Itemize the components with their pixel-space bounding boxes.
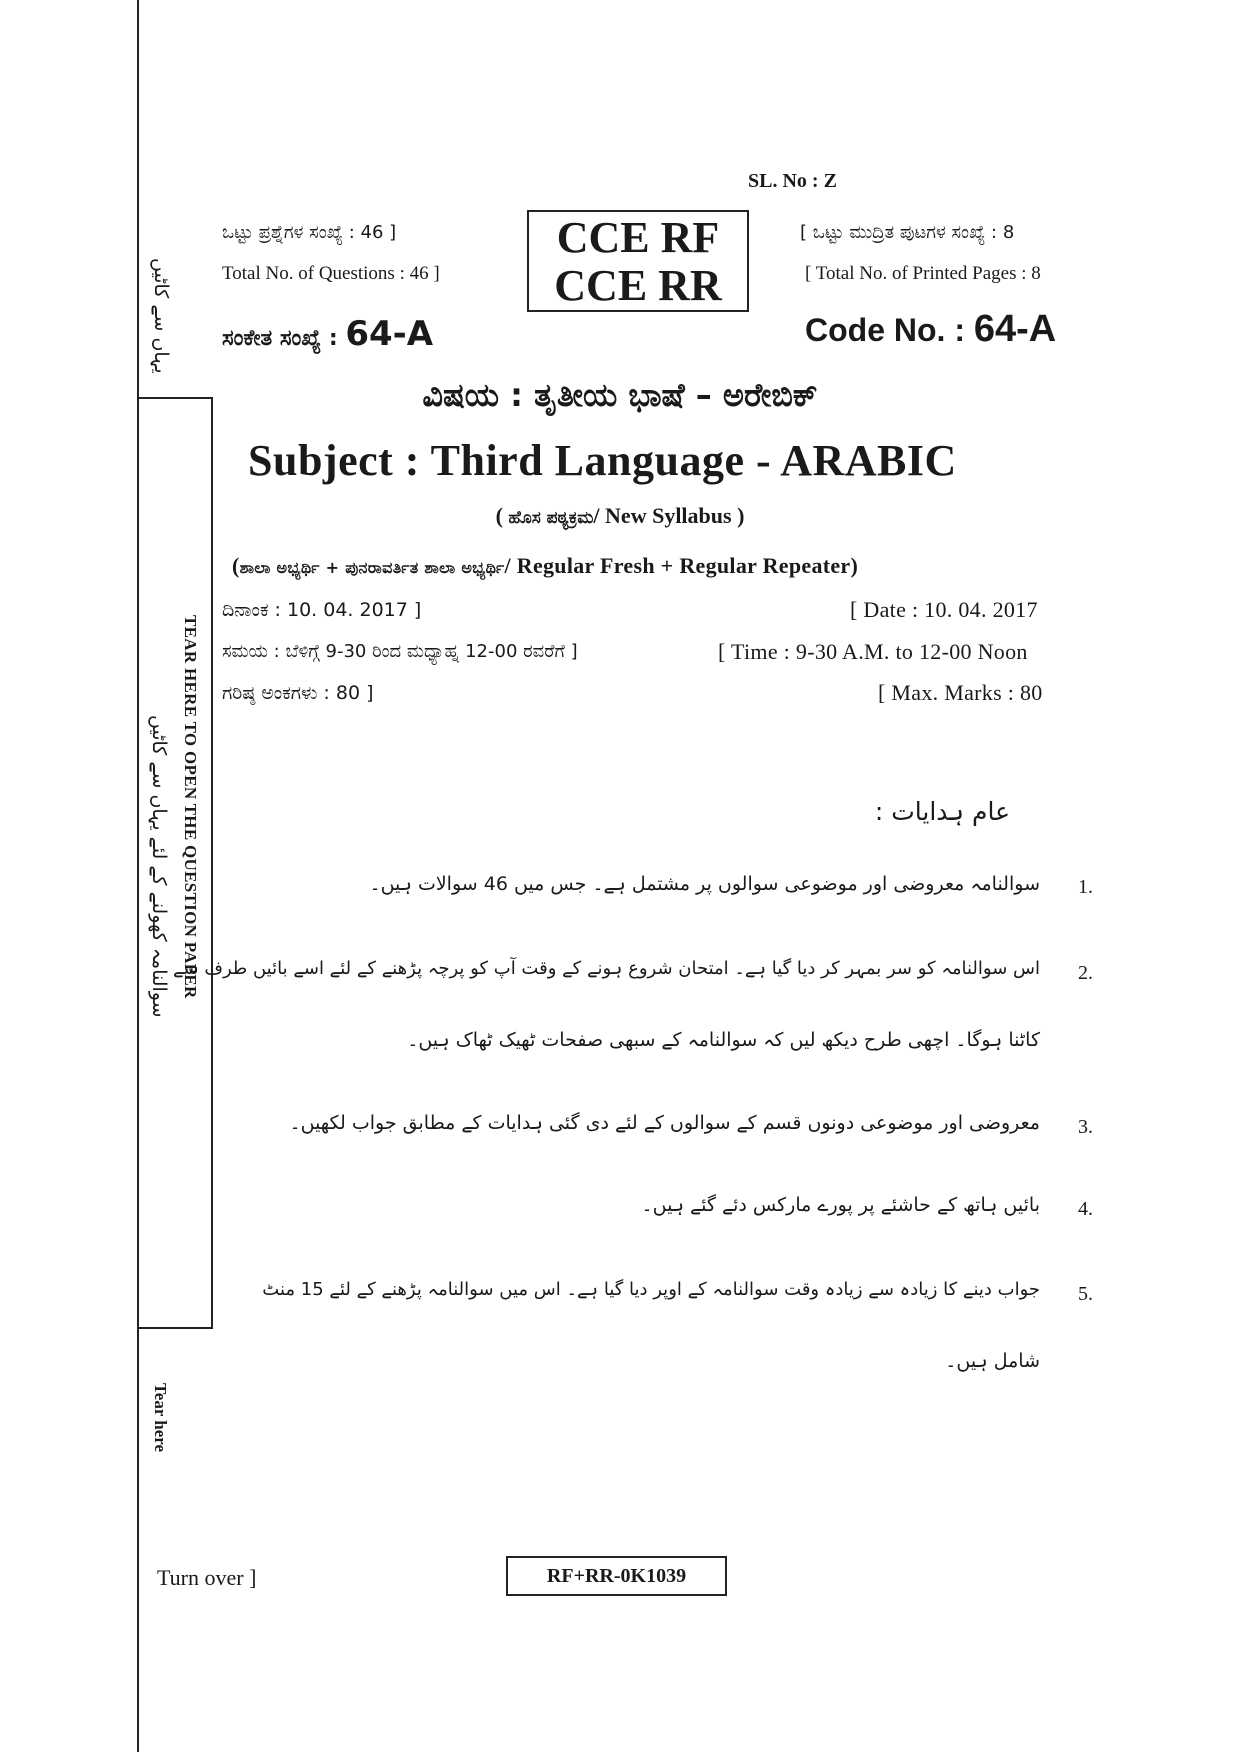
instruction-2-line-2: کاٹنا ہوگا۔ اچھی طرح دیکھ لیں کہ سوالنامہ کے سبھی صفحات ٹھیک ٹھاک ہیں۔ [407, 1029, 1040, 1051]
code-number-kannada [222, 314, 433, 354]
syllabus-kannada: ಹೊಸ ಪಠ್ಯಕ್ರಮ [508, 508, 594, 528]
exam-type-box [527, 210, 749, 312]
time-kannada: ಸಮಯ : ಬೆಳಿಗ್ಗೆ 9-30 ರಿಂದ ಮಧ್ಯಾಹ್ನ 12-00 ರವರೆಗೆ ] [222, 641, 578, 662]
candidate-english: Regular Fresh + Regular Repeater [516, 553, 851, 578]
tear-instruction-urdu: سوالنامہ کھولنے کے لئے یہاں سے کاٹیں [148, 715, 170, 1018]
marks-english: [ Max. Marks : 80 [878, 680, 1043, 705]
tear-instruction: TEAR HERE TO OPEN THE QUESTION PAPER [181, 615, 200, 999]
date-english: [ Date : 10. 04. 2017 [850, 597, 1038, 622]
code-value-english: 64-A [973, 308, 1057, 350]
paper-code: RF+RR-0K1039 [506, 1556, 727, 1596]
time-english: [ Time : 9-30 A.M. to 12-00 Noon [718, 639, 1028, 664]
subject-title-kannada: ವಿಷಯ : ತೃತೀಯ ಭಾಷೆ – ಅರೇಬಿಕ್ [422, 376, 818, 414]
syllabus-english: New Syllabus [605, 503, 732, 528]
total-pages-kannada: [ ಒಟ್ಟು ಮುದ್ರಿತ ಪುಟಗಳ ಸಂಖ್ಯೆ : 8 [800, 222, 1015, 243]
syllabus-line: ( ಹೊಸ ಪಠ್ಯಕ್ರಮ/ New Syllabus ) [495, 503, 745, 528]
instruction-number-2: 2. [1078, 962, 1093, 984]
total-questions-kannada: ಒಟ್ಟು ಪ್ರಶ್ನೆಗಳ ಸಂಖ್ಯೆ : 46 ] [222, 222, 397, 243]
margin-cut-note-urdu: یہاں سے کاٹیں [150, 258, 172, 374]
instruction-2-line-1: اس سوالنامہ کو سر بمہر کر دیا گیا ہے۔ امتحان شروع ہونے کے وقت آپ کو پرچہ پڑھنے کے لئے اسے بائیں طرف سے [172, 958, 1040, 979]
tear-here-label: Tear here [151, 1383, 170, 1453]
total-questions-english: Total No. of Questions : 46 ] [222, 263, 440, 284]
candidate-kannada: ಶಾಲಾ ಅಭ್ಯರ್ಥಿ + ಪುನರಾವರ್ತಿತ ಶಾಲಾ ಅಭ್ಯರ್ಥಿ [239, 558, 505, 577]
instruction-3-line-1: معروضی اور موضوعی دونوں قسم کے سوالوں کے لئے دی گئی ہدایات کے مطابق جواب لکھیں۔ [289, 1112, 1040, 1134]
instruction-number-3: 3. [1078, 1116, 1093, 1138]
serial-number: SL. No : Z [748, 170, 837, 192]
instruction-5-line-1: جواب دینے کا زیادہ سے زیادہ وقت سوالنامہ کے اوپر دیا گیا ہے۔ اس میں سوالنامہ پڑھنے کے لئے 15 منٹ [262, 1279, 1040, 1300]
instruction-number-1: 1. [1078, 876, 1093, 898]
exam-type-rf: CCE RF [556, 213, 720, 262]
instruction-number-5: 5. [1078, 1283, 1093, 1305]
candidate-type: (ಶಾಲಾ ಅಭ್ಯರ್ಥಿ + ಪುನರಾವರ್ತಿತ ಶಾಲಾ ಅಭ್ಯರ್ಥಿ/ Regular Fresh + Regular Repeater) [232, 553, 859, 578]
turn-over-label: Turn over ] [157, 1565, 257, 1590]
instructions-heading: عام ہدایات : [874, 797, 1010, 826]
instruction-4-line-1: بائیں ہاتھ کے حاشئے پر پورے مارکس دئے گئے ہیں۔ [641, 1194, 1040, 1216]
marks-kannada: ಗರಿಷ್ಠ ಅಂಕಗಳು : 80 ] [222, 682, 374, 704]
code-number-english [805, 308, 1056, 351]
code-label-english: Code No. : [805, 312, 965, 348]
exam-type-rr: CCE RR [554, 261, 722, 310]
instruction-number-4: 4. [1078, 1198, 1093, 1220]
code-value-kannada: 64-A [345, 314, 434, 354]
total-pages-english: [ Total No. of Printed Pages : 8 [805, 263, 1041, 284]
date-kannada: ದಿನಾಂಕ : 10. 04. 2017 ] [222, 599, 422, 621]
instruction-1-line-1: سوالنامہ معروضی اور موضوعی سوالوں پر مشتمل ہے۔ جس میں 46 سوالات ہیں۔ [369, 873, 1040, 895]
subject-title-english: Subject : Third Language - ARABIC [248, 436, 957, 485]
code-label-kannada: ಸಂಕೇತ ಸಂಖ್ಯೆ : [222, 326, 338, 351]
instruction-5-line-2: شامل ہیں۔ [945, 1350, 1040, 1372]
